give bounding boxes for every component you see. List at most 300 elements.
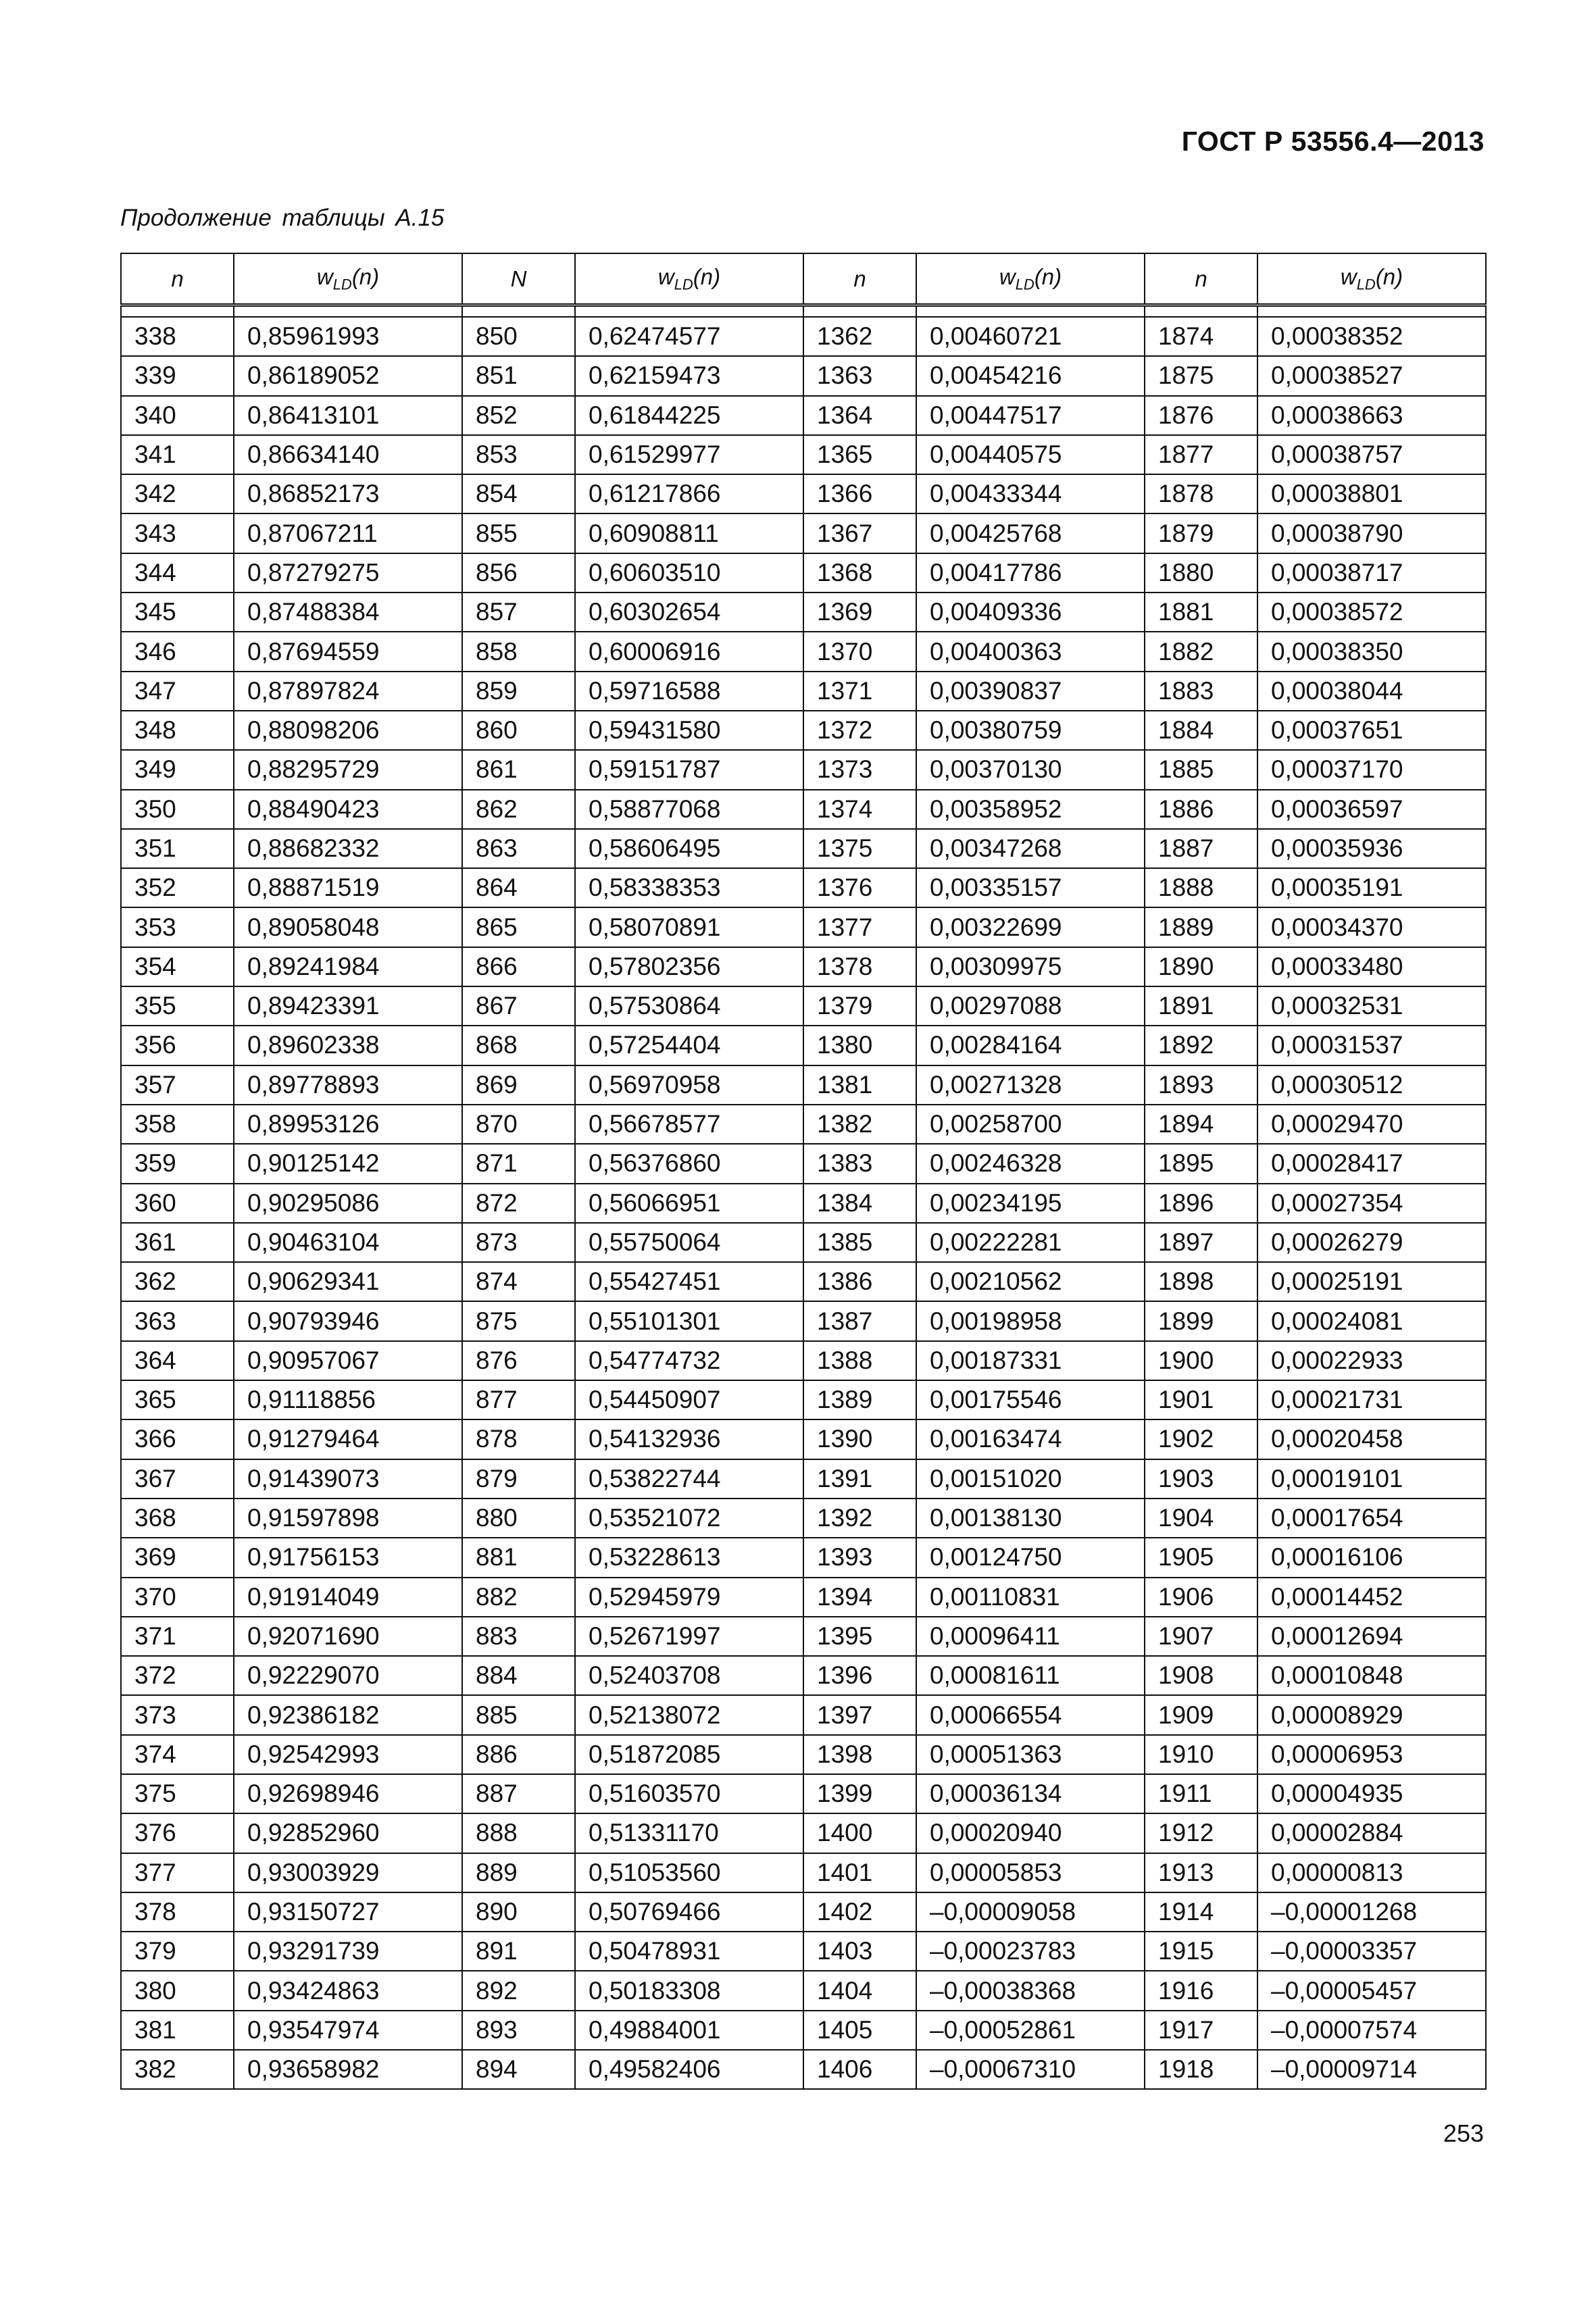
- table-cell: 0,00066554: [916, 1695, 1145, 1734]
- table-cell: 0,59431580: [575, 711, 803, 750]
- table-cell: 378: [121, 1892, 234, 1932]
- table-cell: 0,00234195: [916, 1184, 1145, 1223]
- table-cell: 868: [462, 1026, 575, 1065]
- table-cell: 1894: [1145, 1105, 1257, 1144]
- table-cell: 850: [462, 317, 575, 356]
- table-cell: 0,62474577: [575, 317, 803, 356]
- table-cell: 1381: [803, 1065, 916, 1105]
- table-cell: 880: [462, 1499, 575, 1538]
- table-cell: –0,00001268: [1257, 1892, 1486, 1932]
- table-cell: 0,61217866: [575, 474, 803, 513]
- table-cell: 1369: [803, 593, 916, 632]
- table-cell: 1390: [803, 1419, 916, 1459]
- table-cell: 0,00002884: [1257, 1813, 1486, 1853]
- table-cell: 351: [121, 829, 234, 868]
- table-cell: 1911: [1145, 1774, 1257, 1813]
- table-cell: 0,00035191: [1257, 868, 1486, 907]
- table-cell: 0,00390837: [916, 672, 1145, 711]
- table-row: [121, 672, 1486, 711]
- table-cell: 0,56678577: [575, 1105, 803, 1144]
- table-cell: 0,86189052: [234, 356, 462, 395]
- column-header: $w_{LD}(n)$: [1257, 253, 1486, 305]
- table-cell: 1917: [1145, 2011, 1257, 2050]
- table-cell: 1367: [803, 513, 916, 553]
- table-cell: 347: [121, 672, 234, 711]
- table-cell: 0,00020458: [1257, 1419, 1486, 1459]
- table-cell: 357: [121, 1065, 234, 1105]
- table-cell: 368: [121, 1499, 234, 1538]
- table-cell: 886: [462, 1735, 575, 1774]
- table-cell: 0,88490423: [234, 790, 462, 829]
- table-cell: 1403: [803, 1932, 916, 1971]
- table-cell: 0,89953126: [234, 1105, 462, 1144]
- table-cell: 0,87067211: [234, 513, 462, 553]
- table-cell: 0,91914049: [234, 1578, 462, 1617]
- table-cell: 0,55101301: [575, 1301, 803, 1340]
- table-cell: 864: [462, 868, 575, 907]
- table-cell: 1398: [803, 1735, 916, 1774]
- table-cell: 348: [121, 711, 234, 750]
- table-cell: 0,90295086: [234, 1184, 462, 1223]
- table-cell: 851: [462, 356, 575, 395]
- table-cell: 372: [121, 1656, 234, 1695]
- table-cell: 340: [121, 396, 234, 435]
- table-cell: 355: [121, 986, 234, 1026]
- table-cell: 0,00110831: [916, 1578, 1145, 1617]
- table-cell: 0,90125142: [234, 1144, 462, 1183]
- table-cell: 0,92386182: [234, 1695, 462, 1734]
- table-cell: 0,87897824: [234, 672, 462, 711]
- table-cell: 0,57254404: [575, 1026, 803, 1065]
- table-cell: 1363: [803, 356, 916, 395]
- table-cell: 1885: [1145, 750, 1257, 789]
- table-cell: 0,00425768: [916, 513, 1145, 553]
- table-cell: 354: [121, 947, 234, 986]
- table-cell: 341: [121, 435, 234, 474]
- table-cell: 1397: [803, 1695, 916, 1734]
- table-cell: 0,87488384: [234, 593, 462, 632]
- table-cell: 0,86634140: [234, 435, 462, 474]
- table-cell: 0,93424863: [234, 1971, 462, 2010]
- table-cell: 1368: [803, 553, 916, 593]
- table-row: [121, 2011, 1486, 2050]
- table-cell: 0,93150727: [234, 1892, 462, 1932]
- table-cell: 0,58070891: [575, 907, 803, 947]
- table-cell: 0,00038663: [1257, 396, 1486, 435]
- table-cell: 859: [462, 672, 575, 711]
- table-cell: 0,93291739: [234, 1932, 462, 1971]
- table-cell: 356: [121, 1026, 234, 1065]
- table-cell: 1897: [1145, 1223, 1257, 1262]
- table-cell: 0,00347268: [916, 829, 1145, 868]
- table-cell: 0,00005853: [916, 1853, 1145, 1892]
- table-cell: 1881: [1145, 593, 1257, 632]
- table-cell: 885: [462, 1695, 575, 1734]
- table-row: [121, 1419, 1486, 1459]
- table-cell: 0,89423391: [234, 986, 462, 1026]
- table-row: [121, 947, 1486, 986]
- table-cell: 0,00297088: [916, 986, 1145, 1026]
- table-cell: 0,89058048: [234, 907, 462, 947]
- table-cell: 1878: [1145, 474, 1257, 513]
- table-cell: 1382: [803, 1105, 916, 1144]
- table-cell: 0,00284164: [916, 1026, 1145, 1065]
- table-cell: 380: [121, 1971, 234, 2010]
- table-cell: 0,00358952: [916, 790, 1145, 829]
- table-cell: 1890: [1145, 947, 1257, 986]
- table-cell: 1375: [803, 829, 916, 868]
- table-cell: 0,58338353: [575, 868, 803, 907]
- table-cell: 1907: [1145, 1617, 1257, 1656]
- table-cell: 872: [462, 1184, 575, 1223]
- table-cell: 0,86852173: [234, 474, 462, 513]
- table-cell: 890: [462, 1892, 575, 1932]
- table-row: [121, 1932, 1486, 1971]
- table-cell: 0,91439073: [234, 1459, 462, 1499]
- table-cell: 0,00000813: [1257, 1853, 1486, 1892]
- table-cell: 894: [462, 2050, 575, 2089]
- table-cell: 860: [462, 711, 575, 750]
- table-cell: 0,54450907: [575, 1380, 803, 1419]
- table-cell: 867: [462, 986, 575, 1026]
- table-cell: 0,88295729: [234, 750, 462, 789]
- table-cell: 1387: [803, 1301, 916, 1340]
- table-cell: 0,90957067: [234, 1341, 462, 1380]
- table-cell: 346: [121, 632, 234, 671]
- table-cell: 0,57802356: [575, 947, 803, 986]
- table-cell: 861: [462, 750, 575, 789]
- table-cell: 0,00409336: [916, 593, 1145, 632]
- table-cell: 0,93658982: [234, 2050, 462, 2089]
- table-cell: 1388: [803, 1341, 916, 1380]
- table-cell: 1880: [1145, 553, 1257, 593]
- table-cell: 1393: [803, 1538, 916, 1577]
- table-cell: 0,61529977: [575, 435, 803, 474]
- table-cell: 0,50478931: [575, 1932, 803, 1971]
- table-cell: 0,00036597: [1257, 790, 1486, 829]
- table-cell: 1379: [803, 986, 916, 1026]
- table-cell: 1902: [1145, 1419, 1257, 1459]
- table-row: [121, 553, 1486, 593]
- table-cell: 0,00017654: [1257, 1499, 1486, 1538]
- table-row: [121, 1735, 1486, 1774]
- table-cell: 871: [462, 1144, 575, 1183]
- table-cell: 377: [121, 1853, 234, 1892]
- table-cell: 0,00038790: [1257, 513, 1486, 553]
- table-cell: 1900: [1145, 1341, 1257, 1380]
- table-row: [121, 1262, 1486, 1301]
- table-cell: 0,00198958: [916, 1301, 1145, 1340]
- table-cell: 373: [121, 1695, 234, 1734]
- table-cell: 0,57530864: [575, 986, 803, 1026]
- table-cell: 1405: [803, 2011, 916, 2050]
- table-cell: 338: [121, 317, 234, 356]
- table-row: [121, 632, 1486, 671]
- table-cell: 0,00096411: [916, 1617, 1145, 1656]
- table-cell: 1366: [803, 474, 916, 513]
- table-cell: 1914: [1145, 1892, 1257, 1932]
- table-cell: 875: [462, 1301, 575, 1340]
- table-cell: 0,91279464: [234, 1419, 462, 1459]
- table-cell: 0,52671997: [575, 1617, 803, 1656]
- table-cell: 0,00163474: [916, 1419, 1145, 1459]
- table-row: [121, 907, 1486, 947]
- table-cell: 1396: [803, 1656, 916, 1695]
- table-cell: 888: [462, 1813, 575, 1853]
- table-cell: 857: [462, 593, 575, 632]
- table-cell: 0,00258700: [916, 1105, 1145, 1144]
- table-cell: –0,00023783: [916, 1932, 1145, 1971]
- table-cell: 0,00124750: [916, 1538, 1145, 1577]
- table-cell: 342: [121, 474, 234, 513]
- table-cell: 877: [462, 1380, 575, 1419]
- table-cell: 1377: [803, 907, 916, 947]
- table-cell: 0,51872085: [575, 1735, 803, 1774]
- table-cell: 1892: [1145, 1026, 1257, 1065]
- table-cell: 1891: [1145, 986, 1257, 1026]
- table-cell: 854: [462, 474, 575, 513]
- table-cell: 1383: [803, 1144, 916, 1183]
- table-cell: 863: [462, 829, 575, 868]
- table-cell: –0,00007574: [1257, 2011, 1486, 2050]
- table-cell: 362: [121, 1262, 234, 1301]
- table-row: [121, 829, 1486, 868]
- table-cell: 878: [462, 1419, 575, 1459]
- table-row: [121, 513, 1486, 553]
- table-cell: 0,00417786: [916, 553, 1145, 593]
- table-cell: 0,00447517: [916, 396, 1145, 435]
- table-cell: 349: [121, 750, 234, 789]
- table-cell: 0,00022933: [1257, 1341, 1486, 1380]
- table-cell: 0,89778893: [234, 1065, 462, 1105]
- table-row: [121, 1695, 1486, 1734]
- table-cell: 353: [121, 907, 234, 947]
- table-cell: 0,58877068: [575, 790, 803, 829]
- table-cell: 1876: [1145, 396, 1257, 435]
- table-cell: 0,00138130: [916, 1499, 1145, 1538]
- table-row: [121, 1656, 1486, 1695]
- table-cell: 0,93003929: [234, 1853, 462, 1892]
- table-cell: 0,00309975: [916, 947, 1145, 986]
- table-cell: 345: [121, 593, 234, 632]
- table-cell: 852: [462, 396, 575, 435]
- table-cell: –0,00003357: [1257, 1932, 1486, 1971]
- table-cell: 853: [462, 435, 575, 474]
- table-cell: 1376: [803, 868, 916, 907]
- table-cell: 1389: [803, 1380, 916, 1419]
- table-cell: 0,51603570: [575, 1774, 803, 1813]
- table-cell: 0,52138072: [575, 1695, 803, 1734]
- column-header: n: [803, 253, 916, 305]
- table-row: [121, 1538, 1486, 1577]
- table-cell: 865: [462, 907, 575, 947]
- table-cell: 360: [121, 1184, 234, 1223]
- table-row: [121, 790, 1486, 829]
- table-cell: 1906: [1145, 1578, 1257, 1617]
- table-cell: 1384: [803, 1184, 916, 1223]
- table-cell: 1884: [1145, 711, 1257, 750]
- table-cell: 375: [121, 1774, 234, 1813]
- table-cell: 0,92071690: [234, 1617, 462, 1656]
- table-cell: 1875: [1145, 356, 1257, 395]
- table-cell: 0,59151787: [575, 750, 803, 789]
- table-cell: 0,59716588: [575, 672, 803, 711]
- table-cell: 0,90629341: [234, 1262, 462, 1301]
- table-cell: 0,00021731: [1257, 1380, 1486, 1419]
- table-cell: 0,60006916: [575, 632, 803, 671]
- table-row: [121, 711, 1486, 750]
- table-cell: 0,00210562: [916, 1262, 1145, 1301]
- table-cell: 0,00370130: [916, 750, 1145, 789]
- table-cell: 0,49884001: [575, 2011, 803, 2050]
- table-cell: 367: [121, 1459, 234, 1499]
- table-row: [121, 1892, 1486, 1932]
- table-cell: 0,91597898: [234, 1499, 462, 1538]
- table-cell: 0,92229070: [234, 1656, 462, 1695]
- table-cell: –0,00052861: [916, 2011, 1145, 2050]
- table-cell: 0,91118856: [234, 1380, 462, 1419]
- table-row: [121, 1459, 1486, 1499]
- table-cell: 0,58606495: [575, 829, 803, 868]
- table-cell: –0,00009714: [1257, 2050, 1486, 2089]
- table-cell: 855: [462, 513, 575, 553]
- table-cell: 0,00020940: [916, 1813, 1145, 1853]
- table-cell: 1362: [803, 317, 916, 356]
- table-cell: 1913: [1145, 1853, 1257, 1892]
- table-cell: 1916: [1145, 1971, 1257, 2010]
- table-cell: 352: [121, 868, 234, 907]
- table-row: [121, 1578, 1486, 1617]
- table-cell: 1888: [1145, 868, 1257, 907]
- table-cell: –0,00005457: [1257, 1971, 1486, 2010]
- table-cell: 0,56066951: [575, 1184, 803, 1223]
- table-cell: 1380: [803, 1026, 916, 1065]
- table-cell: 879: [462, 1459, 575, 1499]
- table-cell: 0,00454216: [916, 356, 1145, 395]
- table-cell: 1364: [803, 396, 916, 435]
- table-cell: 1365: [803, 435, 916, 474]
- table-row: [121, 474, 1486, 513]
- table-cell: 891: [462, 1932, 575, 1971]
- table-cell: 0,00028417: [1257, 1144, 1486, 1183]
- table-cell: 0,54774732: [575, 1341, 803, 1380]
- table-cell: 1886: [1145, 790, 1257, 829]
- table-row: [121, 986, 1486, 1026]
- table-cell: 0,55750064: [575, 1223, 803, 1262]
- document-code: ГОСТ Р 53556.4—2013: [1181, 126, 1485, 157]
- table-cell: 0,00038527: [1257, 356, 1486, 395]
- table-cell: 1392: [803, 1499, 916, 1538]
- table-cell: 1895: [1145, 1144, 1257, 1183]
- table-cell: 0,00051363: [916, 1735, 1145, 1774]
- table-cell: 0,00322699: [916, 907, 1145, 947]
- table-cell: 0,00246328: [916, 1144, 1145, 1183]
- table-cell: 1887: [1145, 829, 1257, 868]
- table-cell: 1372: [803, 711, 916, 750]
- table-cell: 869: [462, 1065, 575, 1105]
- table-cell: 0,00037651: [1257, 711, 1486, 750]
- table-row: [121, 1184, 1486, 1223]
- table-cell: 1889: [1145, 907, 1257, 947]
- table-cell: 1904: [1145, 1499, 1257, 1538]
- table-row: [121, 1774, 1486, 1813]
- table-cell: 371: [121, 1617, 234, 1656]
- table-cell: 1905: [1145, 1538, 1257, 1577]
- table-cell: 1386: [803, 1262, 916, 1301]
- table-cell: 1371: [803, 672, 916, 711]
- data-table: [120, 253, 1487, 2090]
- table-cell: 870: [462, 1105, 575, 1144]
- table-cell: 0,00004935: [1257, 1774, 1486, 1813]
- table-cell: 1391: [803, 1459, 916, 1499]
- table-row: [121, 1301, 1486, 1340]
- table-cell: 0,52403708: [575, 1656, 803, 1695]
- table-cell: 0,90793946: [234, 1301, 462, 1340]
- table-cell: 1374: [803, 790, 916, 829]
- table-cell: 0,55427451: [575, 1262, 803, 1301]
- table-cell: 0,00014452: [1257, 1578, 1486, 1617]
- table-cell: 1404: [803, 1971, 916, 2010]
- table-cell: 0,00187331: [916, 1341, 1145, 1380]
- table-cell: 369: [121, 1538, 234, 1577]
- table-cell: 0,49582406: [575, 2050, 803, 2089]
- table-cell: 344: [121, 553, 234, 593]
- table-cell: 1406: [803, 2050, 916, 2089]
- table-cell: 374: [121, 1735, 234, 1774]
- table-cell: 363: [121, 1301, 234, 1340]
- table-cell: 0,88871519: [234, 868, 462, 907]
- table-header-row: [121, 253, 1486, 305]
- table-row: [121, 435, 1486, 474]
- table-cell: 1370: [803, 632, 916, 671]
- table-cell: 0,86413101: [234, 396, 462, 435]
- table-cell: 0,60302654: [575, 593, 803, 632]
- table-row: [121, 1499, 1486, 1538]
- table-cell: 0,00027354: [1257, 1184, 1486, 1223]
- table-cell: 1910: [1145, 1735, 1257, 1774]
- table-cell: 343: [121, 513, 234, 553]
- table-cell: 0,00400363: [916, 632, 1145, 671]
- table-cell: 1898: [1145, 1262, 1257, 1301]
- table-cell: 1874: [1145, 317, 1257, 356]
- table-cell: 381: [121, 2011, 234, 2050]
- table-cell: 0,88098206: [234, 711, 462, 750]
- column-header: n: [1145, 253, 1257, 305]
- table-cell: 0,00019101: [1257, 1459, 1486, 1499]
- table-cell: 0,56970958: [575, 1065, 803, 1105]
- table-cell: 0,00034370: [1257, 907, 1486, 947]
- table-cell: 873: [462, 1223, 575, 1262]
- table-cell: 892: [462, 1971, 575, 2010]
- table-cell: 0,00440575: [916, 435, 1145, 474]
- table-cell: 0,00032531: [1257, 986, 1486, 1026]
- table-cell: 884: [462, 1656, 575, 1695]
- table-cell: –0,00009058: [916, 1892, 1145, 1932]
- table-cell: 874: [462, 1262, 575, 1301]
- table-cell: 0,00024081: [1257, 1301, 1486, 1340]
- column-header: N: [462, 253, 575, 305]
- table-cell: 0,00029470: [1257, 1105, 1486, 1144]
- table-row: [121, 1380, 1486, 1419]
- table-cell: 893: [462, 2011, 575, 2050]
- table-cell: 0,00008929: [1257, 1695, 1486, 1734]
- table-cell: 1373: [803, 750, 916, 789]
- table-row: [121, 2050, 1486, 2089]
- table-cell: 382: [121, 2050, 234, 2089]
- table-cell: 358: [121, 1105, 234, 1144]
- table-cell: 881: [462, 1538, 575, 1577]
- table-row: [121, 1617, 1486, 1656]
